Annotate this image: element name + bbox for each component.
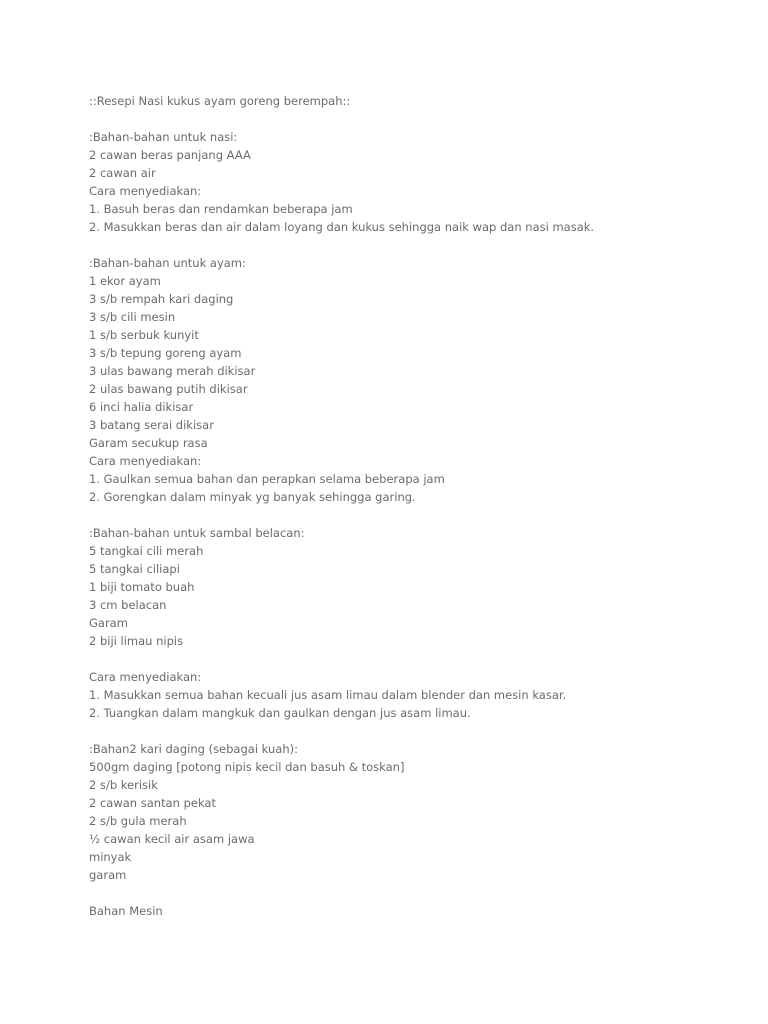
- curry-ingredient: 500gm daging [potong nipis kecil dan basuh & toskan]: [89, 760, 405, 774]
- chicken-ingredient: 6 inci halia dikisar: [89, 400, 194, 414]
- rice-step: 2. Masukkan beras dan air dalam loyang dan kukus sehingga naik wap dan nasi masak.: [89, 220, 595, 234]
- sambal-ingredient: 3 cm belacan: [89, 598, 167, 612]
- chicken-step: 1. Gaulkan semua bahan dan perapkan selama beberapa jam: [89, 472, 445, 486]
- chicken-method-heading: Cara menyediakan:: [89, 454, 202, 468]
- spacer: [89, 722, 729, 740]
- sambal-method-heading: Cara menyediakan:: [89, 670, 202, 684]
- sambal-ingredient: Garam: [89, 616, 128, 630]
- curry-ingredient: 2 cawan santan pekat: [89, 796, 216, 810]
- rice-ingredient: 2 cawan beras panjang AAA: [89, 148, 251, 162]
- chicken-ingredient: 1 s/b serbuk kunyit: [89, 328, 199, 342]
- chicken-ingredient: 3 batang serai dikisar: [89, 418, 214, 432]
- curry-ingredient: ½ cawan kecil air asam jawa: [89, 832, 255, 846]
- spacer: [89, 650, 729, 668]
- spacer: [89, 110, 729, 128]
- rice-heading: :Bahan-bahan untuk nasi:: [89, 130, 238, 144]
- curry-ingredient: 2 s/b gula merah: [89, 814, 187, 828]
- chicken-ingredient: 2 ulas bawang putih dikisar: [89, 382, 248, 396]
- chicken-ingredient: 3 s/b cili mesin: [89, 310, 176, 324]
- chicken-ingredient: Garam secukup rasa: [89, 436, 208, 450]
- spacer: [89, 236, 729, 254]
- sambal-ingredient: 5 tangkai cili merah: [89, 544, 204, 558]
- rice-ingredient: 2 cawan air: [89, 166, 156, 180]
- recipe-document: [89, 92, 729, 920]
- curry-ingredient: 2 s/b kerisik: [89, 778, 158, 792]
- curry-ingredient: garam: [89, 868, 127, 882]
- spacer: [89, 884, 729, 902]
- curry-ingredient: minyak: [89, 850, 132, 864]
- sambal-step: 1. Masukkan semua bahan kecuali jus asam limau dalam blender dan mesin kasar.: [89, 688, 567, 702]
- sambal-step: 2. Tuangkan dalam mangkuk dan gaulkan dengan jus asam limau.: [89, 706, 471, 720]
- curry-heading: :Bahan2 kari daging (sebagai kuah):: [89, 742, 298, 756]
- footer-heading: Bahan Mesin: [89, 904, 163, 918]
- rice-method-heading: Cara menyediakan:: [89, 184, 202, 198]
- sambal-heading: :Bahan-bahan untuk sambal belacan:: [89, 526, 305, 540]
- spacer: [89, 506, 729, 524]
- chicken-ingredient: 3 s/b rempah kari daging: [89, 292, 234, 306]
- sambal-ingredient: 1 biji tomato buah: [89, 580, 195, 594]
- recipe-title: ::Resepi Nasi kukus ayam goreng berempah::: [89, 94, 351, 108]
- chicken-heading: :Bahan-bahan untuk ayam:: [89, 256, 246, 270]
- sambal-ingredient: 5 tangkai ciliapi: [89, 562, 180, 576]
- sambal-ingredient: 2 biji limau nipis: [89, 634, 184, 648]
- chicken-step: 2. Gorengkan dalam minyak yg banyak sehingga garing.: [89, 490, 416, 504]
- chicken-ingredient: 1 ekor ayam: [89, 274, 161, 288]
- rice-step: 1. Basuh beras dan rendamkan beberapa jam: [89, 202, 353, 216]
- chicken-ingredient: 3 s/b tepung goreng ayam: [89, 346, 242, 360]
- chicken-ingredient: 3 ulas bawang merah dikisar: [89, 364, 256, 378]
